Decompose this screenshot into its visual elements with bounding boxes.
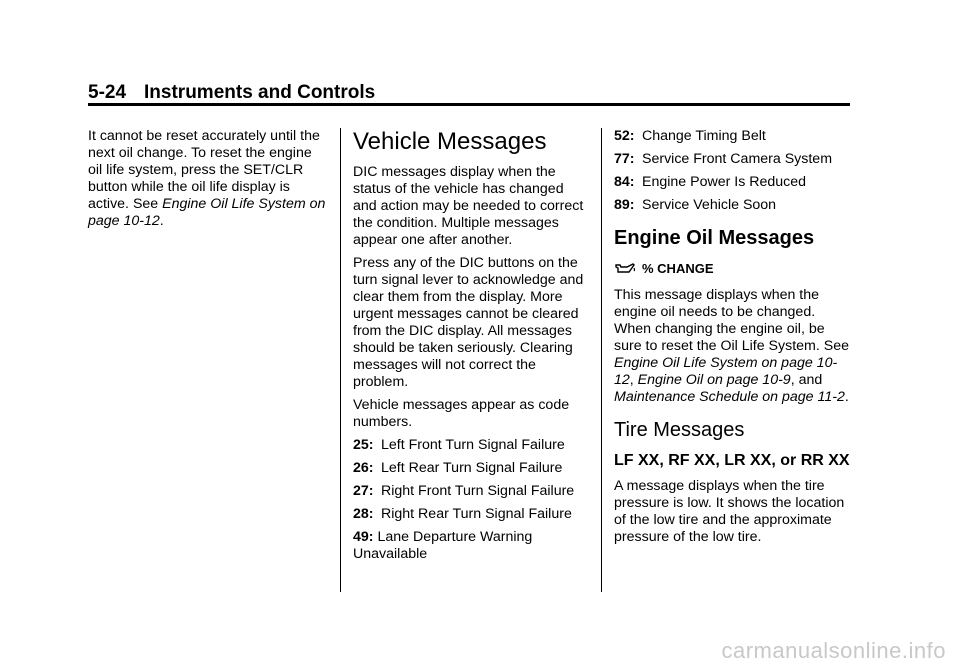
code-item: 28: Right Rear Turn Signal Failure [353,506,572,522]
column-2 [353,128,588,569]
code-item: 77: Service Front Camera System [614,151,833,167]
oil-can-icon [614,262,636,276]
code-item: 52: Change Timing Belt [614,128,766,144]
reset-paragraph: It cannot be reset accurately until the next oil change. To reset the engine oil life system, press the SET/CLR button while the oil life display is active. See Engine Oil Life System on page 10-12. [88,128,326,229]
xref-engine-oil[interactable]: Engine Oil on page 10-9 [637,372,791,388]
oil-message-paragraph: This message displays when the engine oil needs to be changed. When changing the engine oil, be sure to reset the Oil Life System. See Engine Oil Life System on page 10-12, Engine Oil on page 10-9, and Maintenance Schedule on page 11-2. [614,287,849,405]
watermark: carmanualsonline.info [721,638,946,663]
header-text [88,82,375,104]
vehicle-messages-para-3: Vehicle messages appear as code numbers. [353,397,570,430]
xref-oil-life-system[interactable]: Engine Oil Life System on page 10-12 [88,196,326,229]
engine-oil-messages-heading: Engine Oil Messages [614,227,815,249]
code-item: 26: Left Rear Turn Signal Failure [353,460,563,476]
xref-oil-life-system[interactable]: Engine Oil Life System on page 10-12 [614,355,838,388]
column-divider-2 [601,128,602,592]
code-item: 89: Service Vehicle Soon [614,197,777,213]
code-item: 49: Lane Departure Warning Unavailable [353,529,533,562]
tire-codes-subheading: LF XX, RF XX, LR XX, or RR XX [614,452,850,469]
code-item: 27: Right Front Turn Signal Failure [353,483,575,499]
tire-messages-heading: Tire Messages [614,419,745,441]
code-item: 25: Left Front Turn Signal Failure [353,437,565,453]
oil-change-message [614,260,854,277]
tire-message-paragraph: A message displays when the tire pressure is low. It shows the location of the low tire and the approximate pressure of the low tire. [614,478,845,545]
column-divider-1 [340,128,341,592]
code-item: 84: Engine Power Is Reduced [614,174,807,190]
column-3 [614,128,854,552]
page-header [88,80,850,110]
oil-change-label: % CHANGE [642,261,714,276]
vehicle-messages-heading: Vehicle Messages [353,128,547,155]
section-title: Instruments and Controls [144,82,376,103]
page-number: 5-24 [88,82,127,103]
header-rule [88,103,850,106]
xref-maintenance-schedule[interactable]: Maintenance Schedule on page 11-2 [614,389,845,405]
vehicle-messages-para-1: DIC messages display when the status of the vehicle has changed and action may be needed to correct the condition. Multiple messages appear one after another. [353,164,584,248]
vehicle-messages-para-2: Press any of the DIC buttons on the turn signal lever to acknowledge and clear them from the display. More urgent messages cannot be cleared from the DIC display. All messages should be taken seriously. Clearing messages will not correct the problem. [353,255,584,390]
column-1 [88,128,328,236]
